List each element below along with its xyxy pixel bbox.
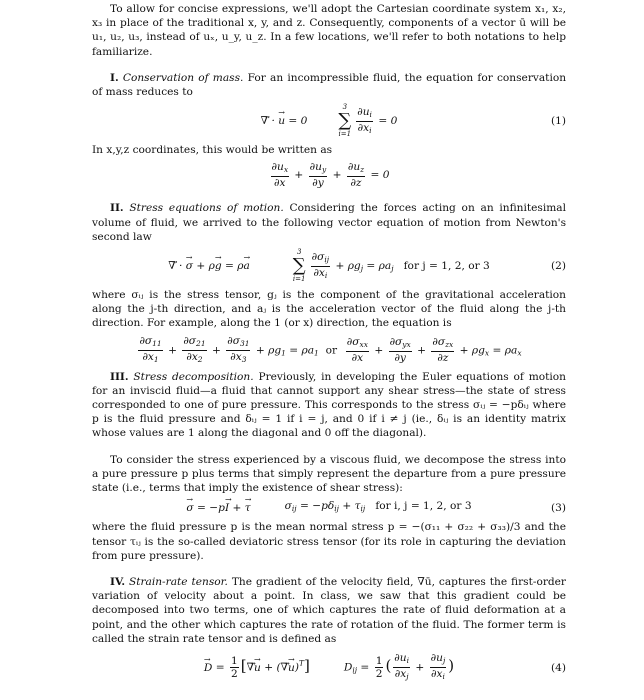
equation-4-number: (4) <box>550 661 566 674</box>
equation-3-index-form: $\sigma_{ij} = -p\delta_{ij} + \tau_{ij}$ for i, j = 1, 2, or 3 <box>284 500 472 514</box>
section-3-title: Stress decomposition. <box>133 370 254 383</box>
equation-2-number: (2) <box>550 259 566 272</box>
equation-1 <box>92 103 566 139</box>
section-1-text: For an incompressible fluid, the equation for conservation of mass reduces to <box>92 71 567 99</box>
equation-2 <box>92 248 566 284</box>
equation-2-condition: for j = 1, 2, or 3 <box>403 260 490 273</box>
equation-3-tensor-form: → σ = −p→ I + → τ <box>186 501 250 515</box>
section-4-heading: IV. <box>110 576 126 589</box>
equation-1-sum-form: 3 ∑ i=1 $\frac{\partial u_i}{\partial x_i}$ = 0 <box>338 103 398 139</box>
section-3-paragraph <box>92 370 566 441</box>
equation-2-x-direction <box>92 335 566 366</box>
section-3-after: where the fluid pressure p is the mean normal stress p = −(σ₁₁ + σ₂₂ + σ₃₃)/3 and the tensor τᵢⱼ is the so-called deviatoric stress tensor (for its role in capturing the deviation from pure pressure). <box>92 521 566 562</box>
section-1-heading: I. <box>110 71 119 84</box>
intro-paragraph: To allow for concise expressions, we'll adopt the Cartesian coordinate system x₁, x₂, x₃ in place of the traditional x, y, and z. Consequently, components of a vector ū will be u₁, u₂, u₃, instead of uₓ, u_y, u_z. In a few locations, we'll refer to both notations to help familiarize. <box>92 3 566 58</box>
equation-1-xyz <box>92 161 566 189</box>
section-2-heading: II. <box>110 202 124 215</box>
section-2-title: Stress equations of motion. <box>129 202 284 215</box>
equation-4 <box>92 652 566 683</box>
section-1-title: Conservation of mass. <box>122 71 244 84</box>
equation-3-number: (3) <box>550 501 566 514</box>
section-2-text: Considering the forces acting on an infinitesimal volume of fluid, we arrived to the following vector equation of motion from Newton's second law <box>92 202 566 243</box>
section-1-paragraph <box>92 71 566 99</box>
section-3-heading: III. <box>110 370 129 383</box>
section-4-text: The gradient of the velocity field, ∇ū, captures the first-order variation of velocity about a point. In class, we saw that this gradient could be decomposed into two terms, one of which captures the rate of fluid deformation at a point, and the other which captures the rate of rotation of the fluid. The former term is called the strain rate tensor and is defined as <box>92 576 566 645</box>
equation-2-sum-form: 3 ∑ i=1 $\frac{\partial\sigma_{ij}}{\partial x_i}$ + $\rho g_j = \rho a_j$ for j = 1, 2, or 3 <box>292 248 490 284</box>
section-2-paragraph <box>92 201 566 244</box>
equation-3-condition: for i, j = 1, 2, or 3 <box>375 500 472 513</box>
equation-2-x-form: $\frac{\partial\sigma_{11}}{\partial x_1}$ + $\frac{\partial\sigma_{21}}{\partial x_2}$ + $\frac{\partial\sigma_{31}}{\partial x_3}$ + $\rho g_1 = \rho a_1$ or $\frac{\partial\sigma_{xx}}{\partial x}$ + $\frac{\partial\sigma_{yx}}{\partial y}$ + $\frac{\partial\sigma_{zx}}{\partial z}$ + $\rho g_x = \rho a_x$ <box>139 334 522 365</box>
section-3-paragraph-2: To consider the stress experienced by a viscous fluid, we decompose the stress into a pure pressure p plus terms that simply represent the departure from a pure pressure state (i.e., terms that imply the existence of shear stress): <box>92 453 566 495</box>
equation-1-xyz-form: $\frac{\partial u_x}{\partial x}$ + $\frac{\partial u_y}{\partial y}$ + $\frac{\partial u_z}{\partial z}$ = 0 <box>271 161 390 190</box>
section-2-after: where σᵢⱼ is the stress tensor, gⱼ is the component of the gravitational acceleration along the j-th direction, and aⱼ is the acceleration vector of the fluid along the j-th direction. For example, along the 1 (or x) direction, the equation is <box>92 289 566 330</box>
equation-2-vector-form: ∇⃗ · → σ + ρ→ g = ρ→ a <box>168 259 250 273</box>
section-1-after: In x,y,z coordinates, this would be written as <box>92 144 333 157</box>
section-4-paragraph <box>92 575 566 646</box>
section-4-title: Strain-rate tensor. <box>128 576 228 589</box>
section-3-text: Previously, in developing the Euler equations of motion for an inviscid fluid—a fluid that cannot support any shear stress—the state of stress corresponded to one of pure pressure. This corresponds to the stress σᵢⱼ = −pδᵢⱼ where p is the fluid pressure and δᵢⱼ = 1 if i = j, and 0 if i ≠ j (ie., δᵢⱼ is an identity matrix whose values are 1 along the diagonal and 0 off the diagonal). <box>92 370 566 440</box>
equation-4-tensor-form: → D = $\frac{1}{2}$ [∇→ u + (∇→ u)$^T$] <box>204 655 310 680</box>
equation-1-vector-form: ∇⃗ · → u = 0 <box>261 114 308 128</box>
equation-4-index-form: $D_{ij}$ = $\frac{1}{2}$ ( $\frac{\partial u_i}{\partial x_j}$ + $\frac{\partial u_j}{\partial x_i}$ ) <box>343 652 455 682</box>
equation-1-number: (1) <box>550 115 566 128</box>
equation-3 <box>92 499 566 516</box>
